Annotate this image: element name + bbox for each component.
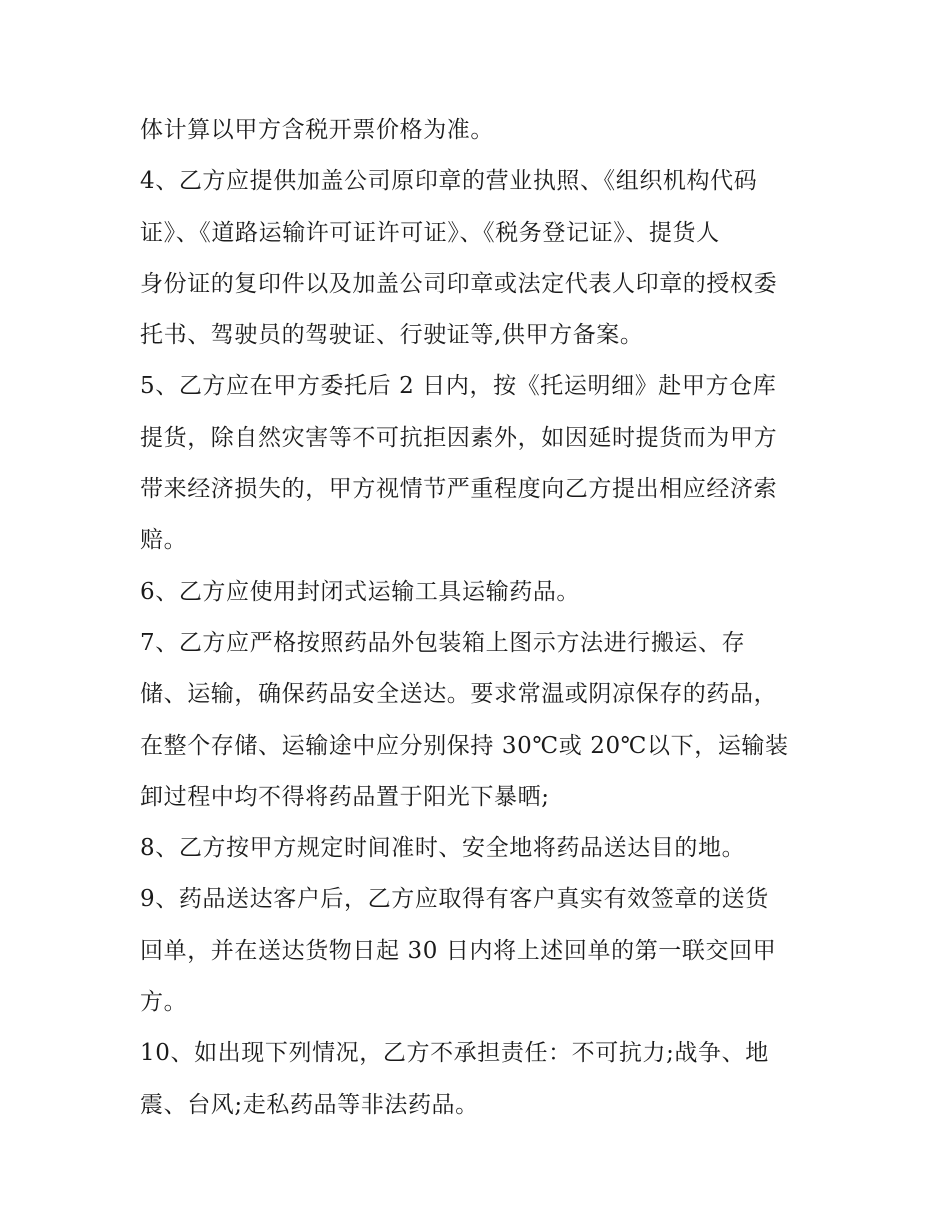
text-line: 赔。	[140, 527, 188, 554]
text-line: 带来经济损失的，甲方视情节严重程度向乙方提出相应经济索	[140, 476, 778, 503]
text-line: 9、药品送达客户后，乙方应取得有客户真实有效签章的送货	[140, 886, 769, 913]
text-line: 卸过程中均不得将药品置于阳光下暴晒;	[140, 783, 550, 810]
text-line: 托书、驾驶员的驾驶证、行驶证等,供甲方备案。	[140, 322, 644, 349]
text-line: 储、运输，确保药品安全送达。要求常温或阴凉保存的药品，	[140, 681, 778, 708]
text-line: 身份证的复印件以及加盖公司印章或法定代表人印章的授权委	[140, 270, 778, 297]
document-body	[140, 105, 820, 1131]
text-line: 7、乙方应严格按照药品外包装箱上图示方法进行搬运、存	[140, 629, 746, 656]
text-line: 方。	[140, 989, 188, 1016]
text-line: 回单，并在送达货物日起 30 日内将上述回单的第一联交回甲	[140, 937, 777, 964]
text-line: 8、乙方按甲方规定时间准时、安全地将药品送达目的地。	[140, 835, 746, 862]
text-line: 在整个存储、运输途中应分别保持 30℃或 20℃以下，运输装	[140, 732, 789, 759]
text-line: 震、台风;走私药品等非法药品。	[140, 1091, 479, 1118]
text-line: 提货，除自然灾害等不可抗拒因素外，如因延时提货而为甲方	[140, 424, 778, 451]
text-line: 证》、《道路运输许可证许可证》、《税务登记证》、提货人	[140, 219, 720, 246]
text-line: 6、乙方应使用封闭式运输工具运输药品。	[140, 578, 581, 605]
text-line: 体计算以甲方含税开票价格为准。	[140, 117, 494, 143]
text-line: 4、乙方应提供加盖公司原印章的营业执照、《组织机构代码	[140, 168, 758, 195]
text-line: 10、如出现下列情况，乙方不承担责任：不可抗力;战争、地	[140, 1040, 769, 1067]
text-line: 5、乙方应在甲方委托后 2 日内，按《托运明细》赴甲方仓库	[140, 373, 777, 400]
